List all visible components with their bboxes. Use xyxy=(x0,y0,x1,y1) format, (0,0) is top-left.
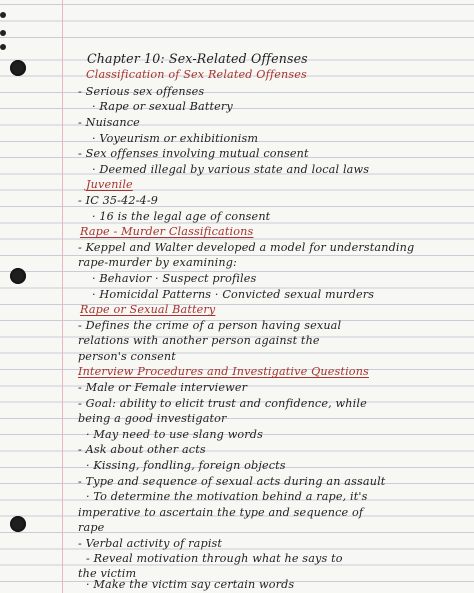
note-line: - Ask about other acts xyxy=(78,443,206,456)
note-line: - Defines the crime of a person having sexual xyxy=(78,319,342,332)
note-heading: Juvenile xyxy=(86,178,133,191)
note-line: - Goal: ability to elicit trust and confidence, while xyxy=(78,397,367,410)
note-line: · Deemed illegal by various state and local laws xyxy=(92,163,370,176)
note-line: - Sex offenses involving mutual consent xyxy=(78,147,309,160)
note-heading: Rape or Sexual Battery xyxy=(80,303,216,316)
note-line: - Keppel and Walter developed a model for understanding xyxy=(78,241,415,254)
note-line: · Behavior · Suspect profiles xyxy=(92,272,257,285)
note-heading: Rape - Murder Classifications xyxy=(80,225,254,238)
note-line: imperative to ascertain the type and sequence of xyxy=(78,506,364,519)
note-line: being a good investigator xyxy=(78,412,227,425)
note-line: · May need to use slang words xyxy=(86,428,264,441)
note-line: - Serious sex offenses xyxy=(78,85,205,98)
note-line: · To determine the motivation behind a rape, it's xyxy=(86,490,368,503)
note-line: person's consent xyxy=(78,350,176,363)
note-line: · Kissing, fondling, foreign objects xyxy=(86,459,286,472)
note-line: the victim xyxy=(78,567,137,580)
note-heading: Classification of Sex Related Offenses xyxy=(86,68,307,81)
note-line: · Voyeurism or exhibitionism xyxy=(92,132,259,145)
note-line: - Type and sequence of sexual acts during an assault xyxy=(78,475,386,488)
note-line: · Homicidal Patterns · Convicted sexual murders xyxy=(92,288,375,301)
note-title: Chapter 10: Sex-Related Offenses xyxy=(87,51,308,66)
note-line: - Reveal motivation through what he says to xyxy=(86,552,343,565)
note-line: · Rape or sexual Battery xyxy=(92,100,233,113)
note-line: - Male or Female interviewer xyxy=(78,381,248,394)
note-line: rape xyxy=(78,521,105,534)
note-heading: Interview Procedures and Investigative Questions xyxy=(78,365,369,378)
note-line: - IC 35-42-4-9 xyxy=(78,194,159,207)
note-line: - Nuisance xyxy=(78,116,140,129)
note-line: rape-murder by examining: xyxy=(78,256,237,269)
note-line: - Verbal activity of rapist xyxy=(78,537,223,550)
note-line: relations with another person against the xyxy=(78,334,320,347)
note-line: · 16 is the legal age of consent xyxy=(92,210,271,223)
note-line: · Make the victim say certain words xyxy=(86,578,295,591)
